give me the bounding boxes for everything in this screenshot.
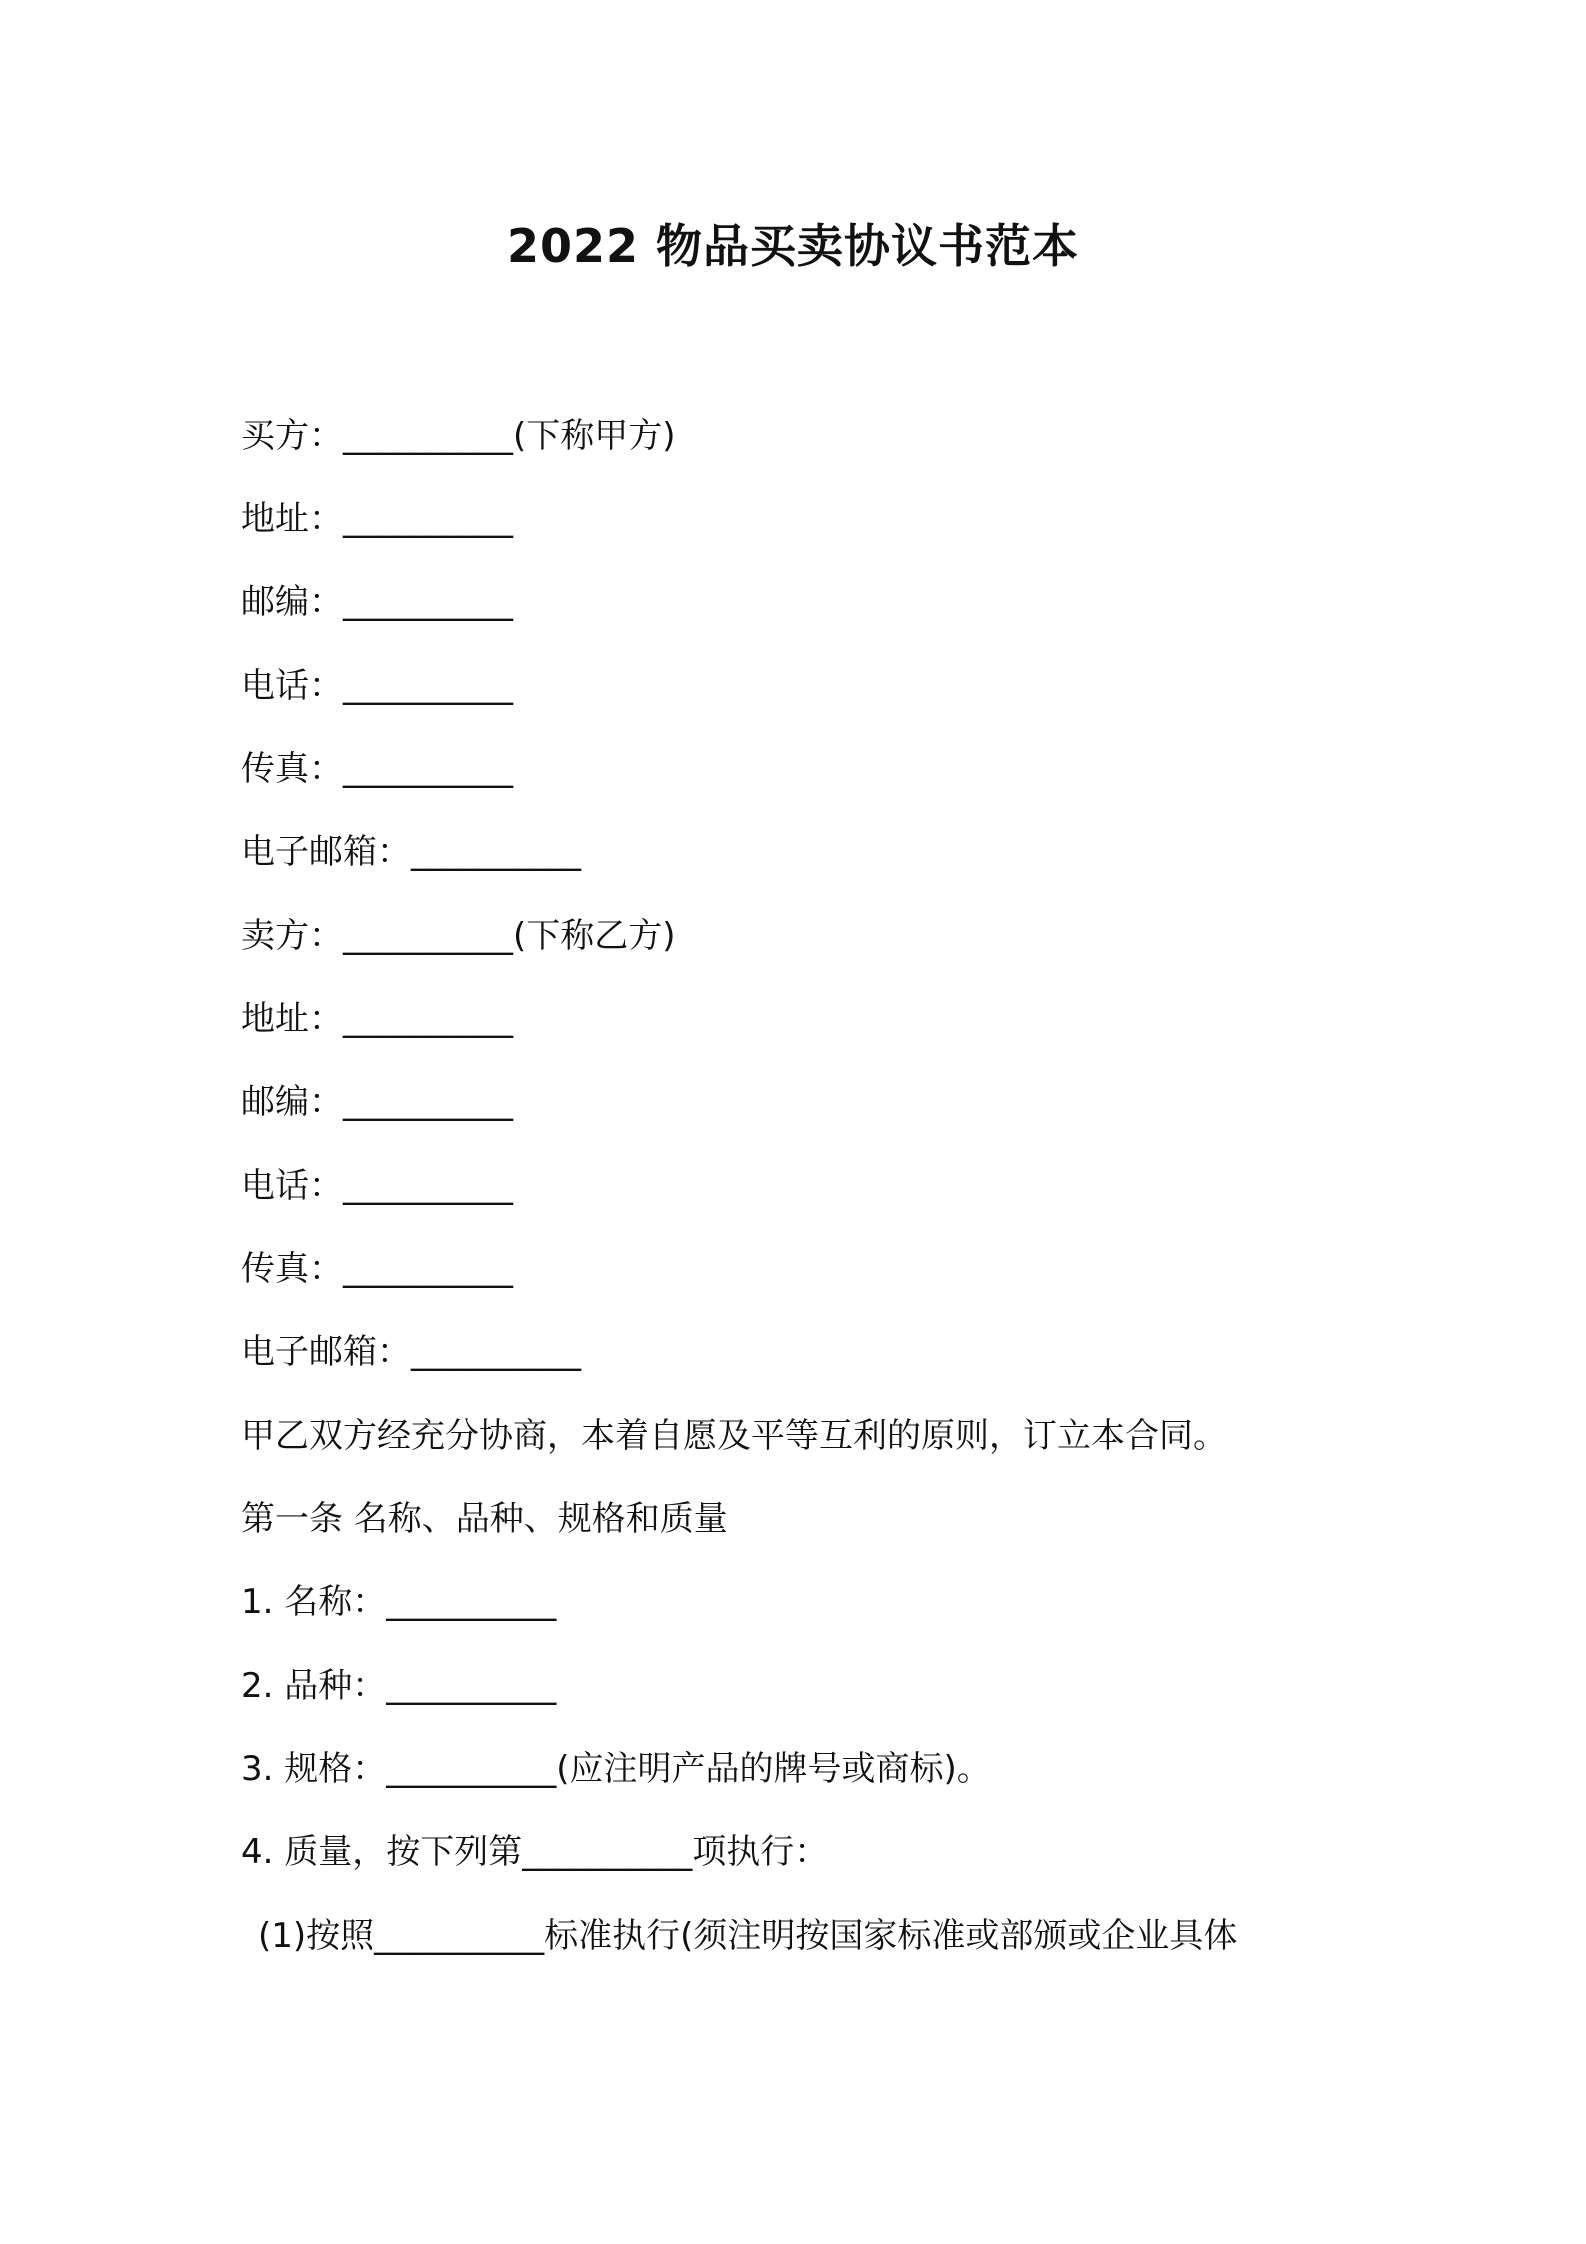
item-name-line: 1. 名称：__________: [241, 1582, 557, 1622]
item-quality-line: 4. 质量，按下列第__________项执行：: [241, 1832, 829, 1872]
seller-email-line: 电子邮箱：__________: [241, 1332, 581, 1372]
item-variety-line: 2. 品种：__________: [241, 1666, 557, 1706]
quality-option-one-line: (1)按照__________标准执行(须注明按国家标准或部颁或企业具体: [258, 1916, 1238, 1956]
buyer-postcode-line: 邮编：__________: [241, 582, 513, 622]
seller-phone-line: 电话：__________: [241, 1166, 513, 1206]
seller-postcode-line: 邮编：__________: [241, 1082, 513, 1122]
seller-line: 卖方：__________(下称乙方): [241, 916, 676, 956]
buyer-phone-line: 电话：__________: [241, 666, 513, 706]
buyer-fax-line: 传真：__________: [241, 749, 513, 789]
buyer-line: 买方：__________(下称甲方): [241, 416, 676, 456]
seller-fax-line: 传真：__________: [241, 1249, 513, 1289]
buyer-address-line: 地址：__________: [241, 499, 513, 539]
seller-address-line: 地址：__________: [241, 999, 513, 1039]
buyer-email-line: 电子邮箱：__________: [241, 832, 581, 872]
document-title: 2022 物品买卖协议书范本: [506, 219, 1080, 273]
agreement-statement: 甲乙双方经充分协商，本着自愿及平等互利的原则，订立本合同。: [241, 1416, 1227, 1456]
item-spec-line: 3. 规格：__________(应注明产品的牌号或商标)。: [241, 1749, 991, 1789]
article-one-heading: 第一条 名称、品种、规格和质量: [241, 1499, 728, 1539]
